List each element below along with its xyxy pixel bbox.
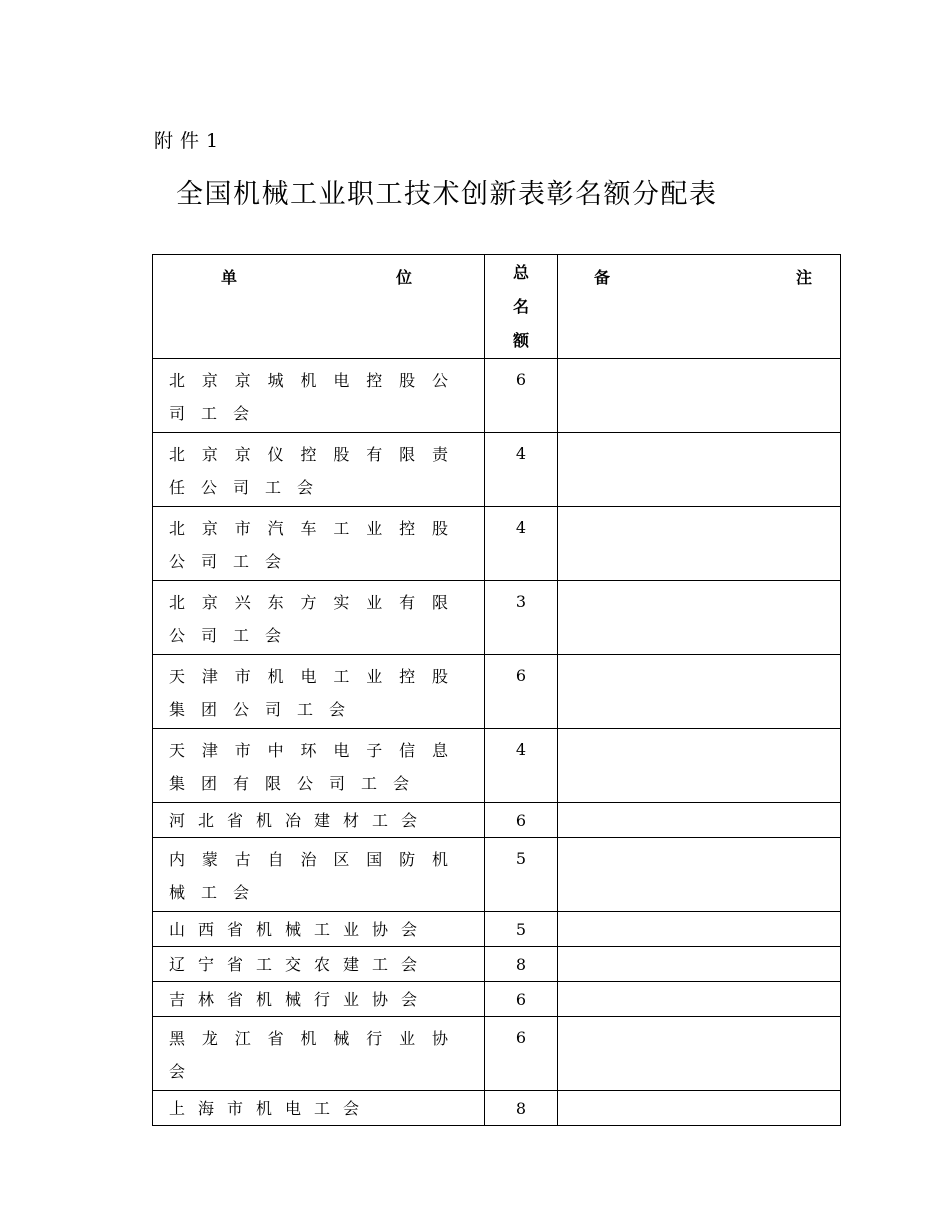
table-row — [153, 982, 841, 1017]
attachment-label: 附件1 — [154, 130, 226, 152]
unit-name: 北京京仪控股有限责任公司工会 — [169, 445, 464, 497]
unit-name: 上海市机电工会 — [169, 1099, 373, 1118]
quota-count: 4 — [515, 518, 527, 537]
table-row — [153, 729, 841, 803]
header-unit — [153, 255, 485, 359]
note-cell — [558, 1091, 841, 1126]
page-title: 全国机械工业职工技术创新表彰名额分配表 — [176, 179, 718, 210]
unit-name: 吉林省机械行业协会 — [169, 990, 431, 1009]
quota-count: 6 — [515, 666, 527, 685]
unit-name: 天津市中环电子信息集团有限公司工会 — [169, 741, 464, 793]
quota-count: 4 — [515, 740, 527, 759]
header-count-label: 总名额 — [513, 263, 530, 350]
quota-count: 6 — [515, 990, 527, 1009]
table-row — [153, 581, 841, 655]
quota-count: 5 — [515, 849, 527, 868]
unit-name: 内蒙古自治区国防机械工会 — [169, 850, 464, 902]
table-row — [153, 1091, 841, 1126]
unit-name: 山西省机械工业协会 — [169, 920, 431, 939]
note-cell — [558, 581, 841, 655]
unit-name: 北京市汽车工业控股公司工会 — [169, 519, 464, 571]
header-unit-right: 位 — [395, 268, 412, 287]
table-row — [153, 1017, 841, 1091]
table-row — [153, 803, 841, 838]
note-cell — [558, 359, 841, 433]
header-note-right: 注 — [795, 268, 812, 287]
note-cell — [558, 803, 841, 838]
table-row — [153, 912, 841, 947]
quota-count: 8 — [515, 1099, 527, 1118]
unit-name: 黑龙江省机械行业协会 — [169, 1029, 464, 1081]
quota-count: 4 — [515, 444, 527, 463]
note-cell — [558, 655, 841, 729]
table-row — [153, 947, 841, 982]
unit-name: 北京京城机电控股公司工会 — [169, 371, 464, 423]
quota-count: 6 — [515, 1028, 527, 1047]
header-unit-left: 单 — [221, 268, 238, 287]
table-row — [153, 507, 841, 581]
unit-name: 北京兴东方实业有限公司工会 — [169, 593, 464, 645]
note-cell — [558, 1017, 841, 1091]
note-cell — [558, 507, 841, 581]
note-cell — [558, 838, 841, 912]
header-count — [485, 255, 558, 359]
table-row — [153, 359, 841, 433]
table-header-row — [153, 255, 841, 359]
quota-count: 6 — [515, 811, 527, 830]
unit-name: 天津市机电工业控股集团公司工会 — [169, 667, 464, 719]
note-cell — [558, 729, 841, 803]
quota-count: 5 — [515, 920, 527, 939]
table-row — [153, 655, 841, 729]
header-note — [558, 255, 841, 359]
quota-count: 6 — [515, 370, 527, 389]
header-note-left: 备 — [594, 268, 611, 287]
unit-name: 河北省机冶建材工会 — [169, 811, 431, 830]
unit-name: 辽宁省工交农建工会 — [169, 955, 431, 974]
table-row — [153, 433, 841, 507]
note-cell — [558, 433, 841, 507]
note-cell — [558, 912, 841, 947]
table-row — [153, 838, 841, 912]
note-cell — [558, 982, 841, 1017]
quota-allocation-table — [152, 254, 841, 1126]
quota-count: 3 — [515, 592, 527, 611]
note-cell — [558, 947, 841, 982]
quota-count: 8 — [515, 955, 527, 974]
